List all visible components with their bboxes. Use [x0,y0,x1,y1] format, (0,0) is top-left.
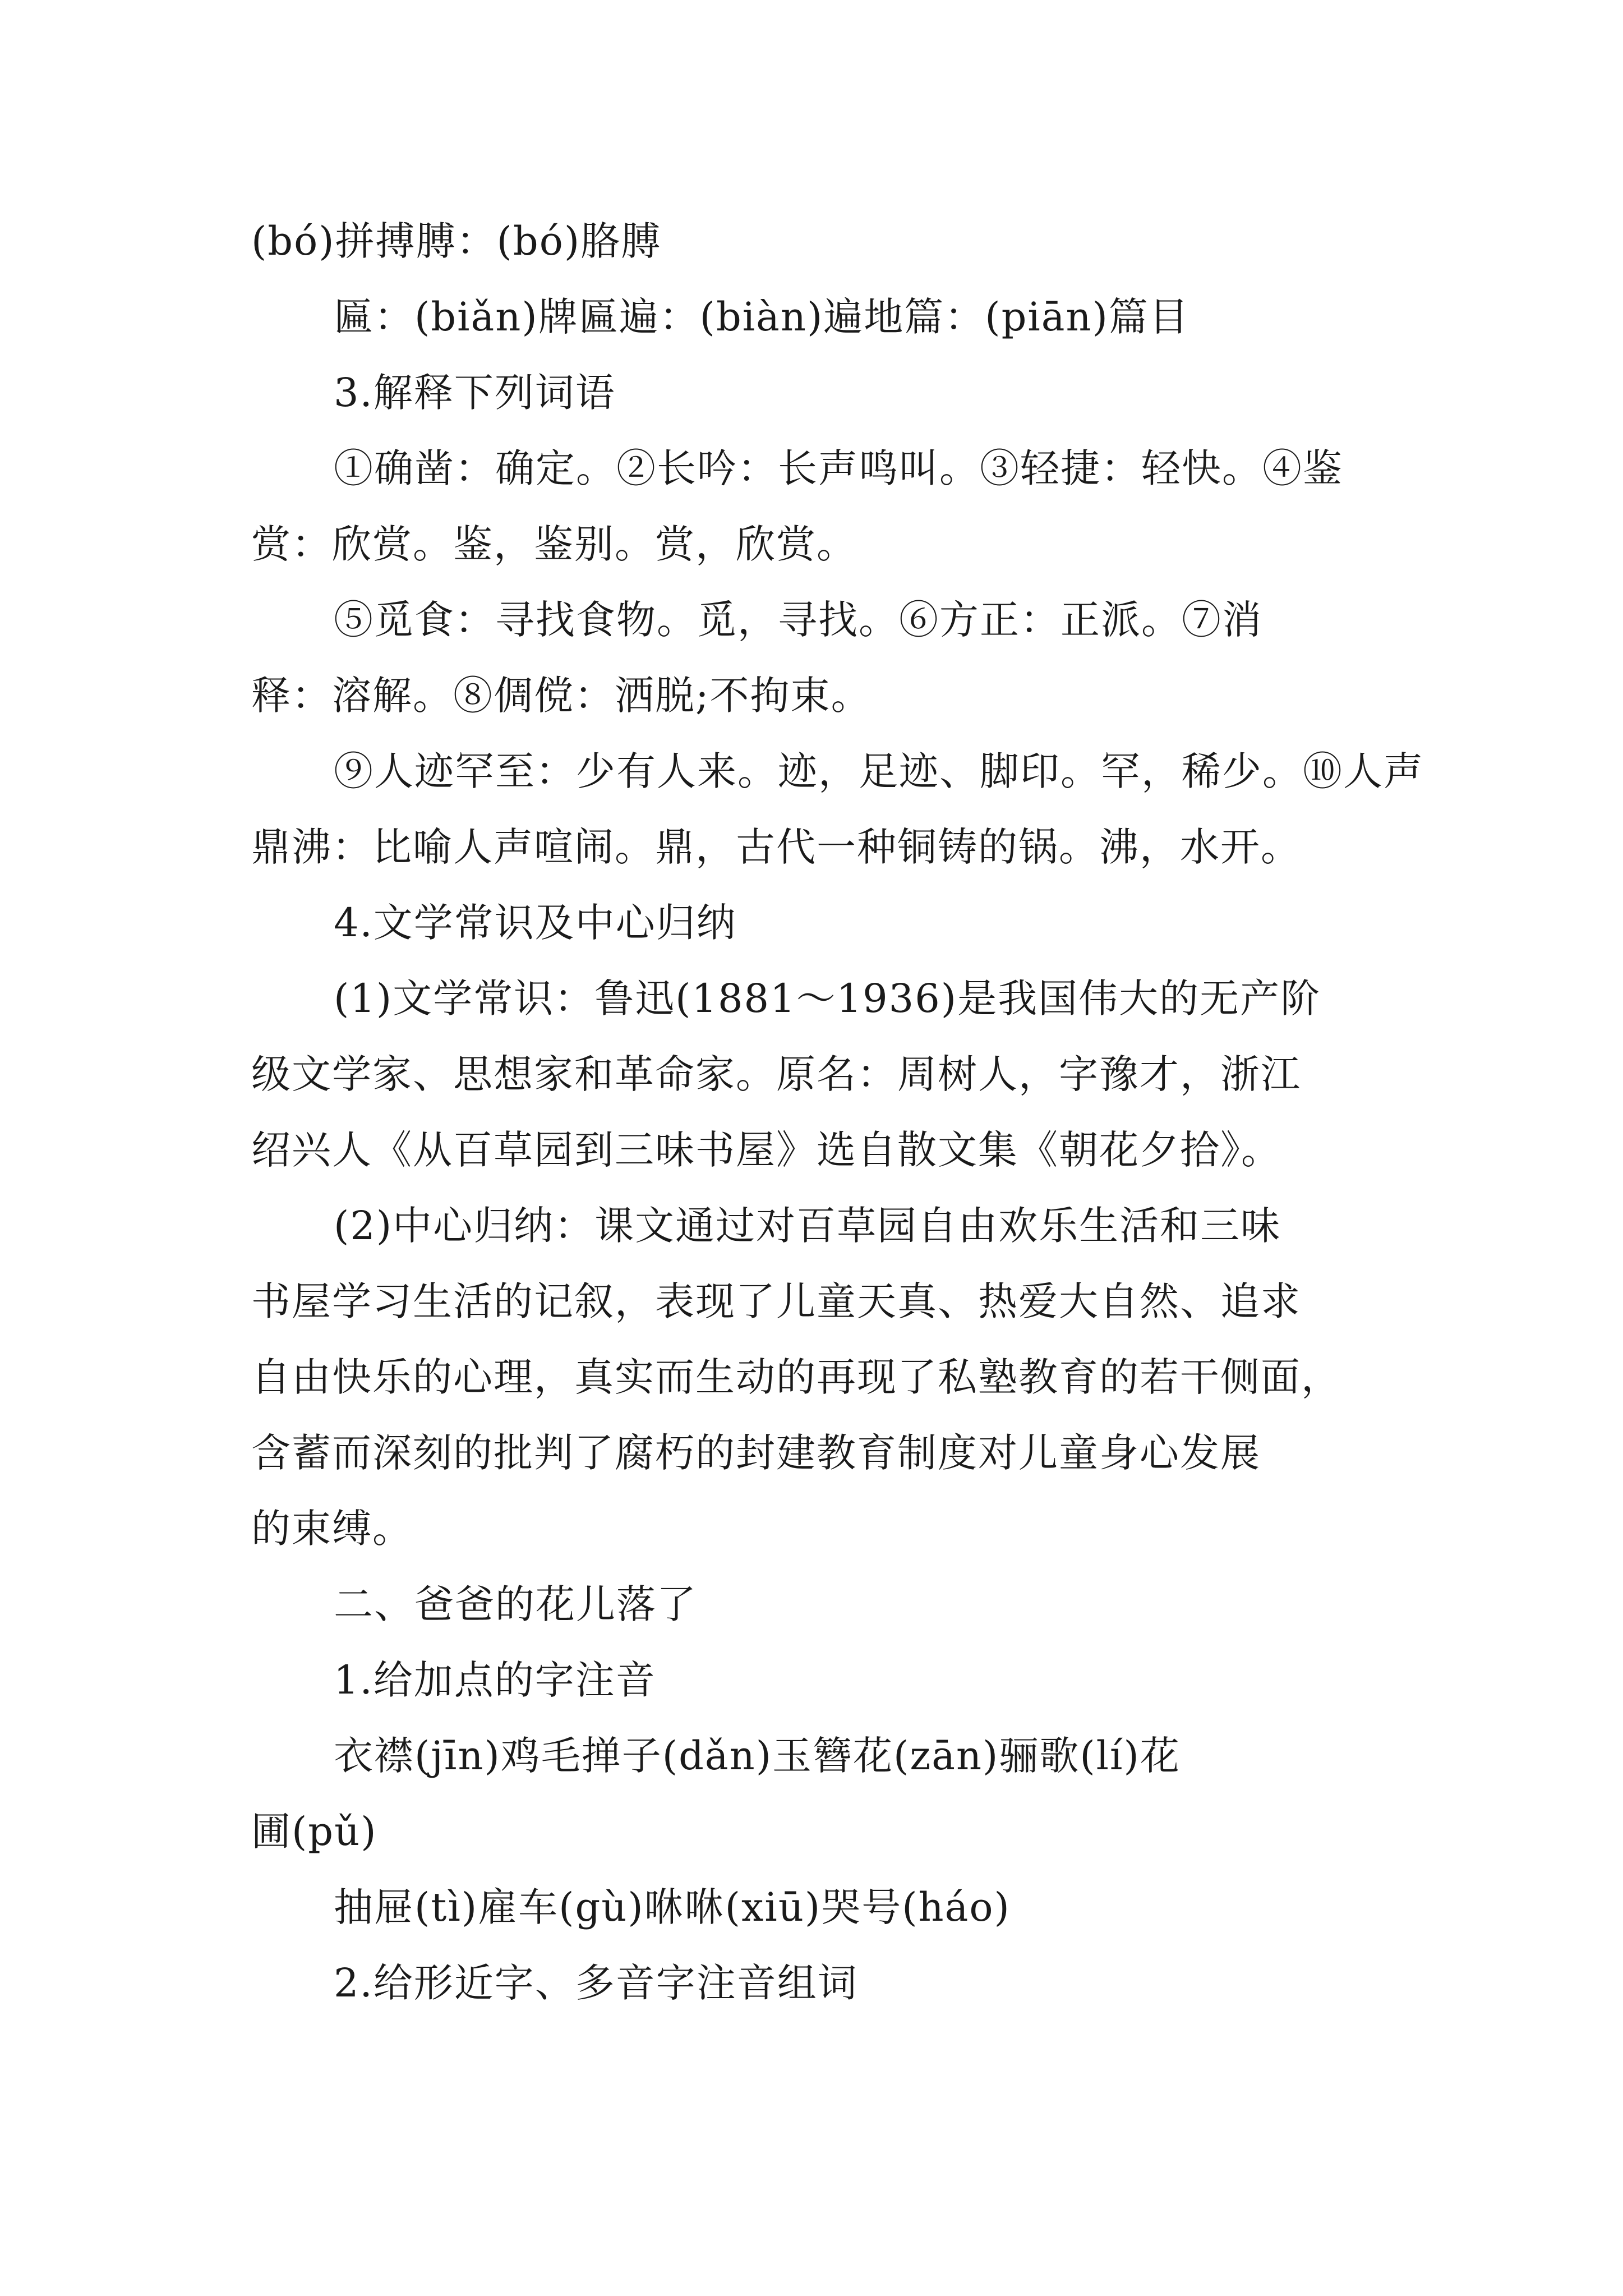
section-heading: 1.给加点的字注音 [334,1657,656,1703]
text-line: (bó)拼搏膊：(bó)胳膊 [251,218,662,264]
text-line: 衣襟(jīn)鸡毛掸子(dǎn)玉簪花(zān)骊歌(lí)花 [334,1733,1181,1779]
text-line: 抽屉(tì)雇车(gù)咻咻(xiū)哭号(háo) [334,1884,1011,1930]
text-line: (1)文学常识：鲁迅(1881～1936)是我国伟大的无产阶 [334,976,1321,1022]
text-line: 含蓄而深刻的批判了腐朽的封建教育制度对儿童身心发展 [251,1430,1261,1476]
section-heading: 4.文学常识及中心归纳 [334,900,737,946]
text-line: 鼎沸：比喻人声喧闹。鼎，古代一种铜铸的锅。沸，水开。 [251,824,1301,870]
text-line: 书屋学习生活的记叙，表现了儿童天真、热爱大自然、追求 [251,1278,1301,1324]
text-line: 圃(pǔ) [251,1809,377,1855]
text-line: ⑤觅食：寻找食物。觅，寻找。⑥方正：正派。⑦消 [334,597,1262,643]
text-line: ①确凿：确定。②长吟：长声鸣叫。③轻捷：轻快。④鉴 [334,445,1343,491]
section-heading: 二、爸爸的花儿落了 [334,1581,697,1627]
text-line: 自由快乐的心理，真实而生动的再现了私塾教育的若干侧面， [251,1354,1341,1400]
section-heading: 3.解释下列词语 [334,370,616,416]
text-line: 释：溶解。⑧倜傥：洒脱;不拘束。 [251,673,872,719]
text-line: 匾：(biǎn)牌匾遍：(biàn)遍地篇：(piān)篇目 [334,294,1189,340]
section-heading: 2.给形近字、多音字注音组词 [334,1960,858,2006]
text-line: (2)中心归纳：课文通过对百草园自由欢乐生活和三味 [334,1203,1281,1249]
text-line: 绍兴人《从百草园到三味书屋》选自散文集《朝花夕拾》。 [251,1127,1281,1173]
text-line: 的束缚。 [251,1506,413,1552]
text-line: 级文学家、思想家和革命家。原名：周树人，字豫才，浙江 [251,1051,1301,1097]
text-line: 赏：欣赏。鉴，鉴别。赏，欣赏。 [251,521,857,567]
text-line: ⑨人迹罕至：少有人来。迹，足迹、脚印。罕，稀少。⑩人声 [334,748,1424,794]
